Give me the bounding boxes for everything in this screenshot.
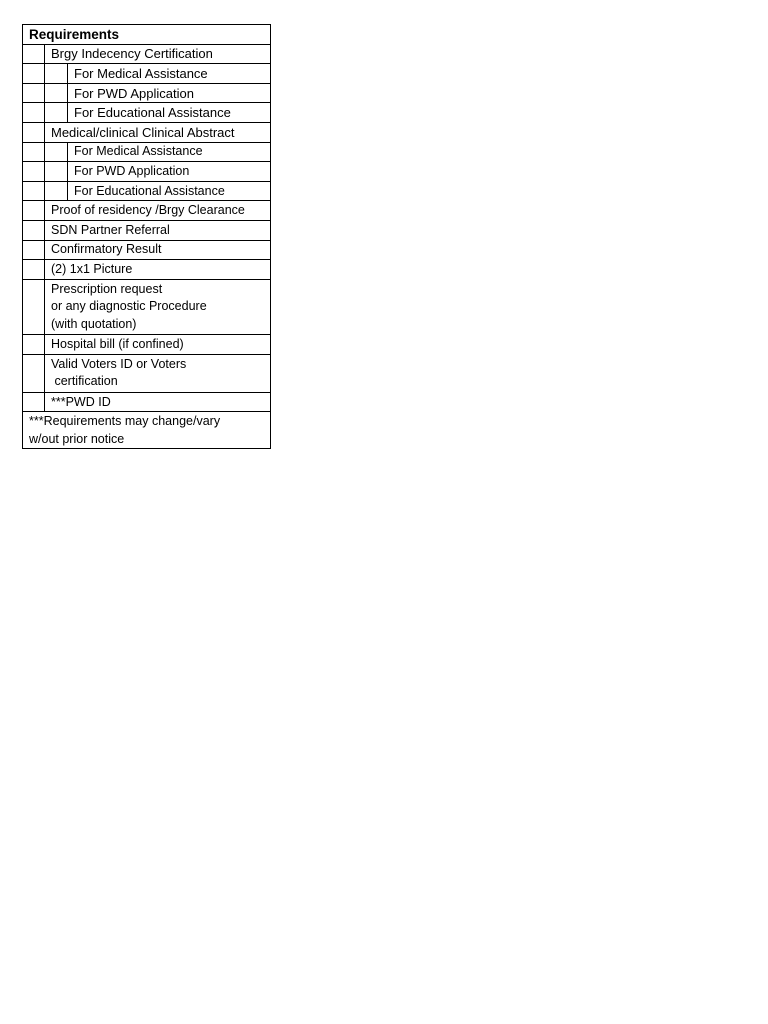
checkbox-cell bbox=[23, 392, 45, 412]
checkbox-cell bbox=[23, 279, 45, 335]
checkbox-cell bbox=[45, 142, 68, 162]
checkbox-cell bbox=[23, 44, 45, 64]
checkbox-cell bbox=[23, 260, 45, 280]
subitem-label: For Medical Assistance bbox=[68, 142, 271, 162]
checkbox-cell bbox=[23, 181, 45, 201]
group-row bbox=[23, 122, 271, 142]
item-label: ***PWD ID bbox=[45, 392, 271, 412]
subitem-label: For Educational Assistance bbox=[68, 103, 271, 123]
item-label: Prescription request or any diagnostic Procedure (with quotation) bbox=[45, 279, 271, 335]
item-label: Valid Voters ID or Voters certification bbox=[45, 354, 271, 392]
subitem-row bbox=[23, 83, 271, 103]
checkbox-cell bbox=[23, 354, 45, 392]
item-row bbox=[23, 220, 271, 240]
subitem-row bbox=[23, 181, 271, 201]
group-title: Brgy Indecency Certification bbox=[45, 44, 271, 64]
subitem-label: For PWD Application bbox=[68, 83, 271, 103]
group-row bbox=[23, 44, 271, 64]
item-row bbox=[23, 240, 271, 260]
table-header: Requirements bbox=[23, 25, 271, 45]
item-row bbox=[23, 260, 271, 280]
checkbox-cell bbox=[23, 240, 45, 260]
disclaimer-note: ***Requirements may change/vary w/out prior notice bbox=[23, 412, 271, 449]
subitem-row bbox=[23, 142, 271, 162]
subitem-row bbox=[23, 162, 271, 182]
item-row bbox=[23, 201, 271, 221]
item-label: (2) 1x1 Picture bbox=[45, 260, 271, 280]
subitem-row bbox=[23, 103, 271, 123]
subitem-row bbox=[23, 64, 271, 84]
checkbox-cell bbox=[23, 64, 45, 84]
table-header-row bbox=[23, 25, 271, 45]
checkbox-cell bbox=[45, 83, 68, 103]
checkbox-cell bbox=[45, 103, 68, 123]
checkbox-cell bbox=[23, 142, 45, 162]
item-label: SDN Partner Referral bbox=[45, 220, 271, 240]
item-label: Confirmatory Result bbox=[45, 240, 271, 260]
item-row bbox=[23, 335, 271, 355]
item-row bbox=[23, 392, 271, 412]
checkbox-cell bbox=[45, 64, 68, 84]
checkbox-cell bbox=[23, 162, 45, 182]
checkbox-cell bbox=[23, 335, 45, 355]
group-title: Medical/clinical Clinical Abstract bbox=[45, 122, 271, 142]
checkbox-cell bbox=[45, 162, 68, 182]
checkbox-cell bbox=[23, 122, 45, 142]
note-row bbox=[23, 412, 271, 449]
checkbox-cell bbox=[23, 83, 45, 103]
item-label: Proof of residency /Brgy Clearance bbox=[45, 201, 271, 221]
subitem-label: For Medical Assistance bbox=[68, 64, 271, 84]
subitem-label: For PWD Application bbox=[68, 162, 271, 182]
requirements-table bbox=[22, 24, 271, 449]
item-label: Hospital bill (if confined) bbox=[45, 335, 271, 355]
checkbox-cell bbox=[23, 220, 45, 240]
item-row bbox=[23, 279, 271, 335]
checkbox-cell bbox=[23, 201, 45, 221]
checkbox-cell bbox=[45, 181, 68, 201]
item-row bbox=[23, 354, 271, 392]
checkbox-cell bbox=[23, 103, 45, 123]
subitem-label: For Educational Assistance bbox=[68, 181, 271, 201]
